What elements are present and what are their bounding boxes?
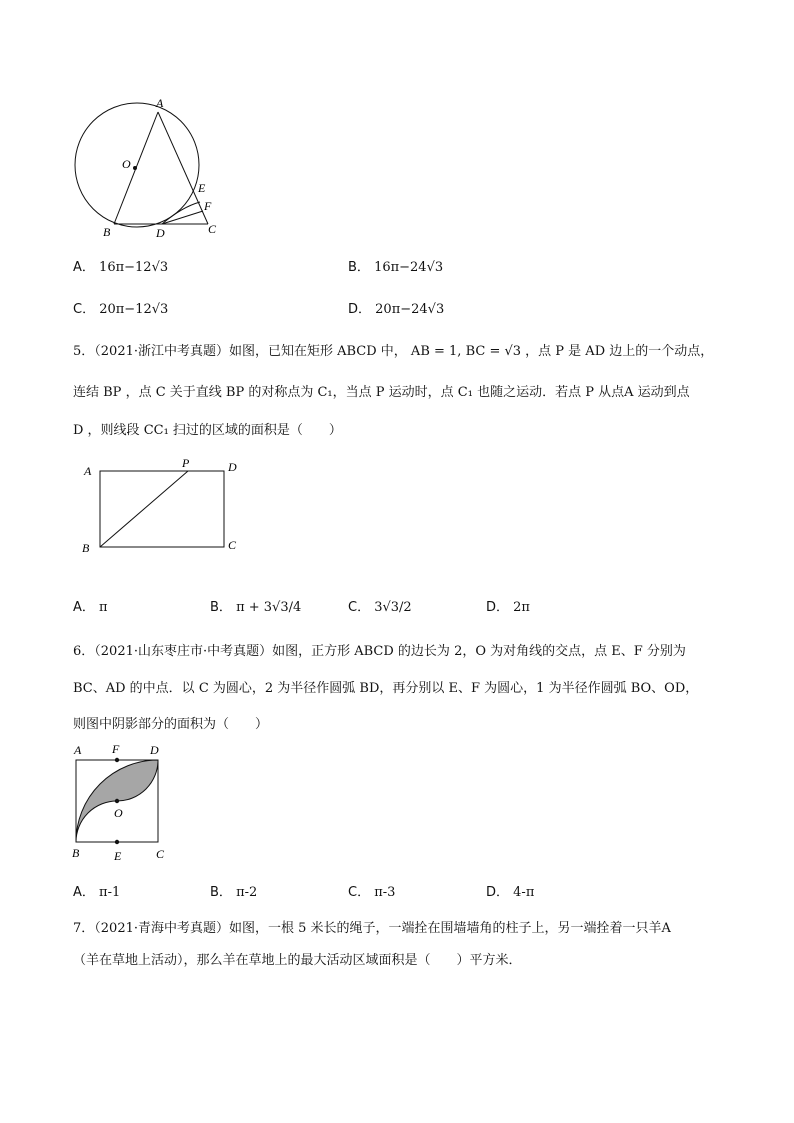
q5-option-c[interactable] — [348, 596, 412, 615]
q6-label-C: C — [156, 847, 165, 861]
q4-label-O: O — [122, 157, 131, 171]
option-letter: D． — [348, 302, 372, 317]
q7-text-line2: （羊在草地上活动），那么羊在草地上的最大活动区域面积是（ ）平方米． — [73, 953, 522, 968]
q4-label-A: A — [156, 96, 164, 110]
q6-point-O — [115, 799, 119, 803]
q4-label-D: D — [156, 226, 165, 240]
q4-option-b[interactable] — [348, 256, 443, 275]
q6-label-E: E — [114, 849, 122, 863]
option-letter: A． — [73, 600, 95, 615]
option-letter: D． — [486, 885, 510, 900]
q5-rectangle — [100, 471, 224, 547]
option-expression: π + 3√3/4 — [236, 600, 302, 615]
q6-label-D: D — [150, 743, 159, 757]
q4-figure — [70, 95, 230, 240]
q7-text-line1: 7．（2021·青海中考真题）如图，一根 5 米长的绳子，一端拴在围墙墙角的柱子上，另一端拴着一只羊A — [73, 921, 671, 936]
q5-segment-BP — [100, 471, 188, 547]
option-letter: A． — [73, 260, 95, 275]
option-letter: C． — [348, 600, 371, 615]
option-expression: π-2 — [236, 885, 258, 900]
q6-label-O: O — [114, 806, 123, 820]
option-expression: 2π — [513, 600, 530, 615]
q4-label-F: F — [204, 199, 212, 213]
option-expression: π-1 — [99, 885, 121, 900]
option-expression: 3√3/2 — [374, 600, 412, 615]
option-expression: 4-π — [513, 885, 535, 900]
q6-label-F: F — [112, 742, 120, 756]
q5-label-B: B — [82, 541, 90, 555]
q5-label-D: D — [228, 460, 237, 474]
q5-text-line3: D ，则线段 CC₁ 扫过的区域的面积是（ ） — [73, 423, 342, 438]
option-expression: 16π−12√3 — [99, 260, 169, 275]
q6-point-F — [115, 758, 119, 762]
q4-option-d[interactable] — [348, 298, 444, 317]
q5-text-line2: 连结 BP ，点 C 关于直线 BP 的对称点为 C₁，当点 P 运动时，点 C₁ 也随之运动．若点 P 从点A 运动到点 — [73, 385, 690, 400]
q5-option-d[interactable] — [486, 596, 530, 615]
q4-label-B: B — [103, 225, 111, 239]
q4-option-a[interactable] — [73, 256, 168, 275]
q4-segment-DF — [162, 211, 203, 224]
q4-arc-DE — [162, 202, 200, 224]
option-expression: π-3 — [374, 885, 396, 900]
q6-option-c[interactable] — [348, 881, 395, 900]
q5-option-b[interactable] — [210, 596, 301, 615]
option-letter: C． — [348, 885, 371, 900]
option-letter: B． — [210, 600, 232, 615]
q6-option-a[interactable] — [73, 881, 120, 900]
q4-label-E: E — [198, 181, 206, 195]
q5-label-A: A — [84, 464, 92, 478]
option-expression: 16π−24√3 — [374, 260, 444, 275]
q6-label-B: B — [72, 846, 80, 860]
q6-text-line2: BC、AD 的中点．以 C 为圆心，2 为半径作圆弧 BD，再分别以 E、F 为圆心，1 为半径作圆弧 BO、OD， — [73, 681, 699, 696]
q4-center-dot — [133, 166, 137, 170]
q6-label-A: A — [74, 743, 82, 757]
q6-text-line3: 则图中阴影部分的面积为（ ） — [73, 717, 269, 732]
q6-option-b[interactable] — [210, 881, 257, 900]
q6-text-line1: 6．（2021·山东枣庄市·中考真题）如图，正方形 ABCD 的边长为 2，O 为对角线的交点，点 E、F 分别为 — [73, 644, 686, 659]
q6-figure — [68, 740, 178, 865]
q5-option-a[interactable] — [73, 596, 108, 615]
q5-figure — [78, 455, 248, 560]
option-letter: C． — [73, 302, 96, 317]
option-letter: B． — [210, 885, 232, 900]
q6-option-d[interactable] — [486, 881, 534, 900]
q5-label-C: C — [228, 538, 237, 552]
q6-point-E — [115, 840, 119, 844]
option-letter: A． — [73, 885, 95, 900]
q4-option-c[interactable] — [73, 298, 168, 317]
option-expression: 20π−24√3 — [375, 302, 445, 317]
option-expression: 20π−12√3 — [99, 302, 169, 317]
q5-label-P: P — [182, 456, 190, 470]
option-letter: D． — [486, 600, 510, 615]
option-letter: B． — [348, 260, 370, 275]
q4-label-C: C — [208, 222, 217, 236]
option-expression: π — [99, 600, 108, 615]
q5-text-line1: 5．（2021·浙江中考真题）如图，已知在矩形 ABCD 中， AB = 1, BC = √3 ，点 P 是 AD 边上的一个动点， — [73, 344, 714, 359]
